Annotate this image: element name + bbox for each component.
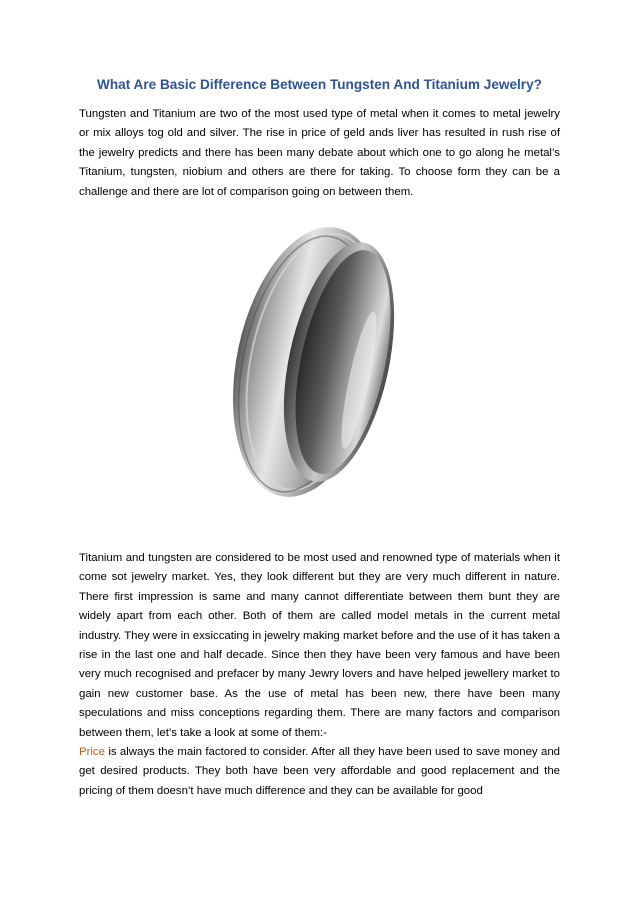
price-paragraph: [79, 743, 560, 801]
intro-paragraph: Tungsten and Titanium are two of the most used type of metal when it comes to metal jewelry or mix alloys tog old and silver. The rise in price of geld ands liver has resulted in rush rise of the jewelry predicts and there has been many debate about which one to go along he metal’s Titanium, tungsten, niobium and others are there for taking. To choose form they can be a challenge and there are lot of comparison going on between them.: [79, 108, 560, 198]
document-page: [79, 0, 560, 903]
comparison-paragraph: Titanium and tungsten are considered to be most used and renowned type of materials when it come sot jewelry market. Yes, they look different but they are very much different in nature. There first impression is same and many cannot differentiate between them bunt they are widely apart from each other. Both of them are called model metals in the current metal industry. They were in exsiccating in jewelry making market before and the use of it has taken a rise in the last one and half decade. Since then they have been very famous and have been very much recognised and prefacer by many Jewry lovers and have helped jewellery market to gain new customer base. As the use of metal has been new, there have been many speculations and miss conceptions regarding them. There are many factors and comparison between them, let’s take a look at some of them:-: [79, 552, 560, 739]
ring-image: [227, 212, 407, 512]
document-title: What Are Basic Difference Between Tungsten And Titanium Jewelry?: [97, 77, 542, 92]
price-keyword: Price: [79, 746, 105, 758]
price-paragraph-text: is always the main factored to consider. After all they have been used to save money and get desired products. They both have been very affordable and good replacement and the pricing of them doesn’t have much difference and they can be available for good: [79, 746, 560, 797]
